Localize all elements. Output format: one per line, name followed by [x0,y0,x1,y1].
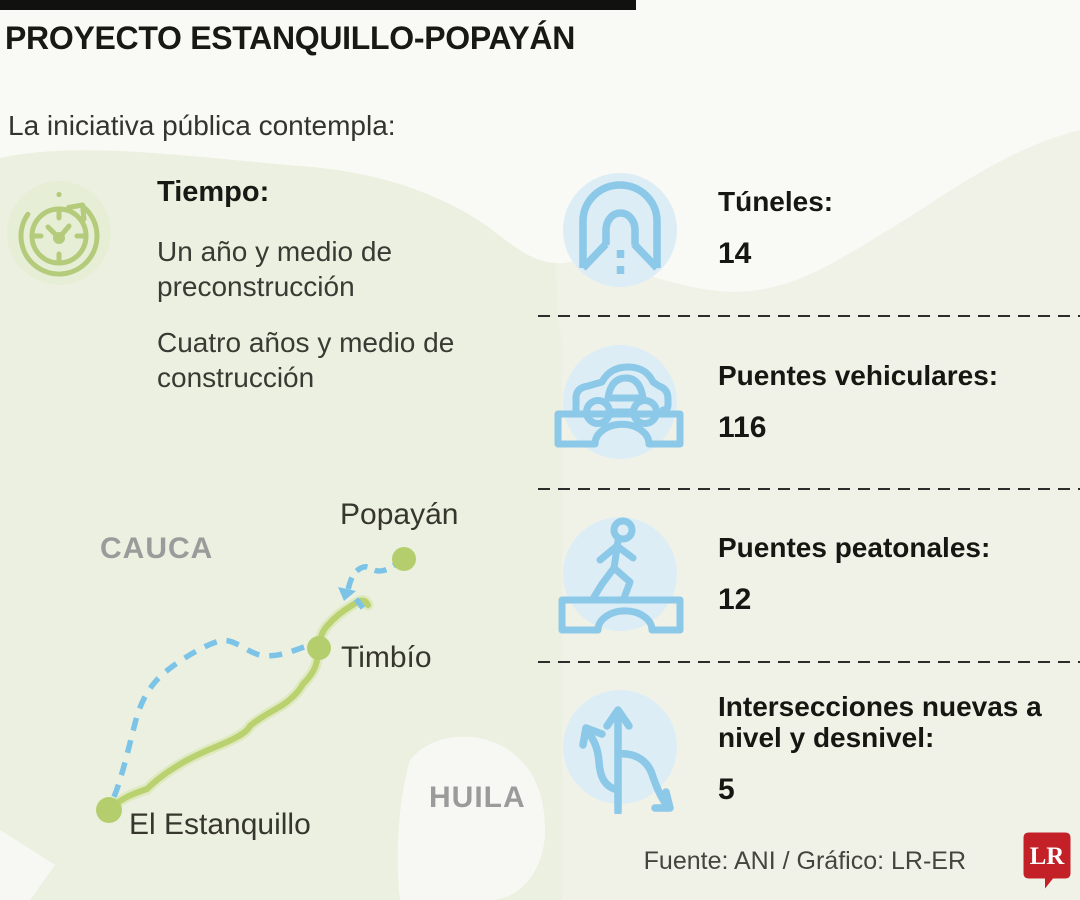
dashed-divider [538,661,1080,663]
stat-row-tunnels [563,173,1080,287]
page-title: PROYECTO ESTANQUILLO-POPAYÁN [5,20,576,56]
city-label-timbio: Timbío [341,641,432,674]
stat-label: Intersecciones nuevas a nivel y desnivel: [718,691,1042,753]
intersections-icon [562,688,674,814]
title-accent-bar [0,0,636,10]
dashed-divider [538,315,1080,317]
tiempo-preconstruction-text: Un año y medio de preconstrucción [157,236,393,303]
tunnel-icon [563,173,677,287]
stat-label: Puentes vehiculares: [718,360,999,391]
stat-label: Túneles: [718,186,834,217]
subtitle: La iniciativa pública contempla: [8,110,396,141]
stat-value: 12 [718,582,752,616]
stat-value: 5 [718,772,735,806]
tiempo-heading: Tiempo: [157,176,270,208]
stat-value: 116 [718,410,767,444]
tiempo-construction-text: Cuatro años y medio de construcción [157,327,455,394]
stat-label: Puentes peatonales: [718,532,991,563]
stat-row-vehicular-bridges [563,345,1080,459]
stat-value: 14 [718,236,752,270]
region-label-huila: HUILA [429,781,526,814]
pedestrian-bridge-icon [556,510,686,640]
source-credit: Fuente: ANI / Gráfico: LR-ER [643,847,966,875]
region-label-cauca: CAUCA [100,532,214,565]
lr-logo [1022,831,1072,889]
vehicular-bridge-icon [552,350,686,466]
city-label-estanquillo: El Estanquillo [129,808,311,841]
clock-icon [7,181,111,285]
stat-row-pedestrian-bridges [563,517,1080,631]
city-label-popayan: Popayán [340,498,459,531]
dashed-divider [538,488,1080,490]
lr-logo-text: LR [1029,843,1065,870]
stat-row-intersections [563,690,1080,807]
